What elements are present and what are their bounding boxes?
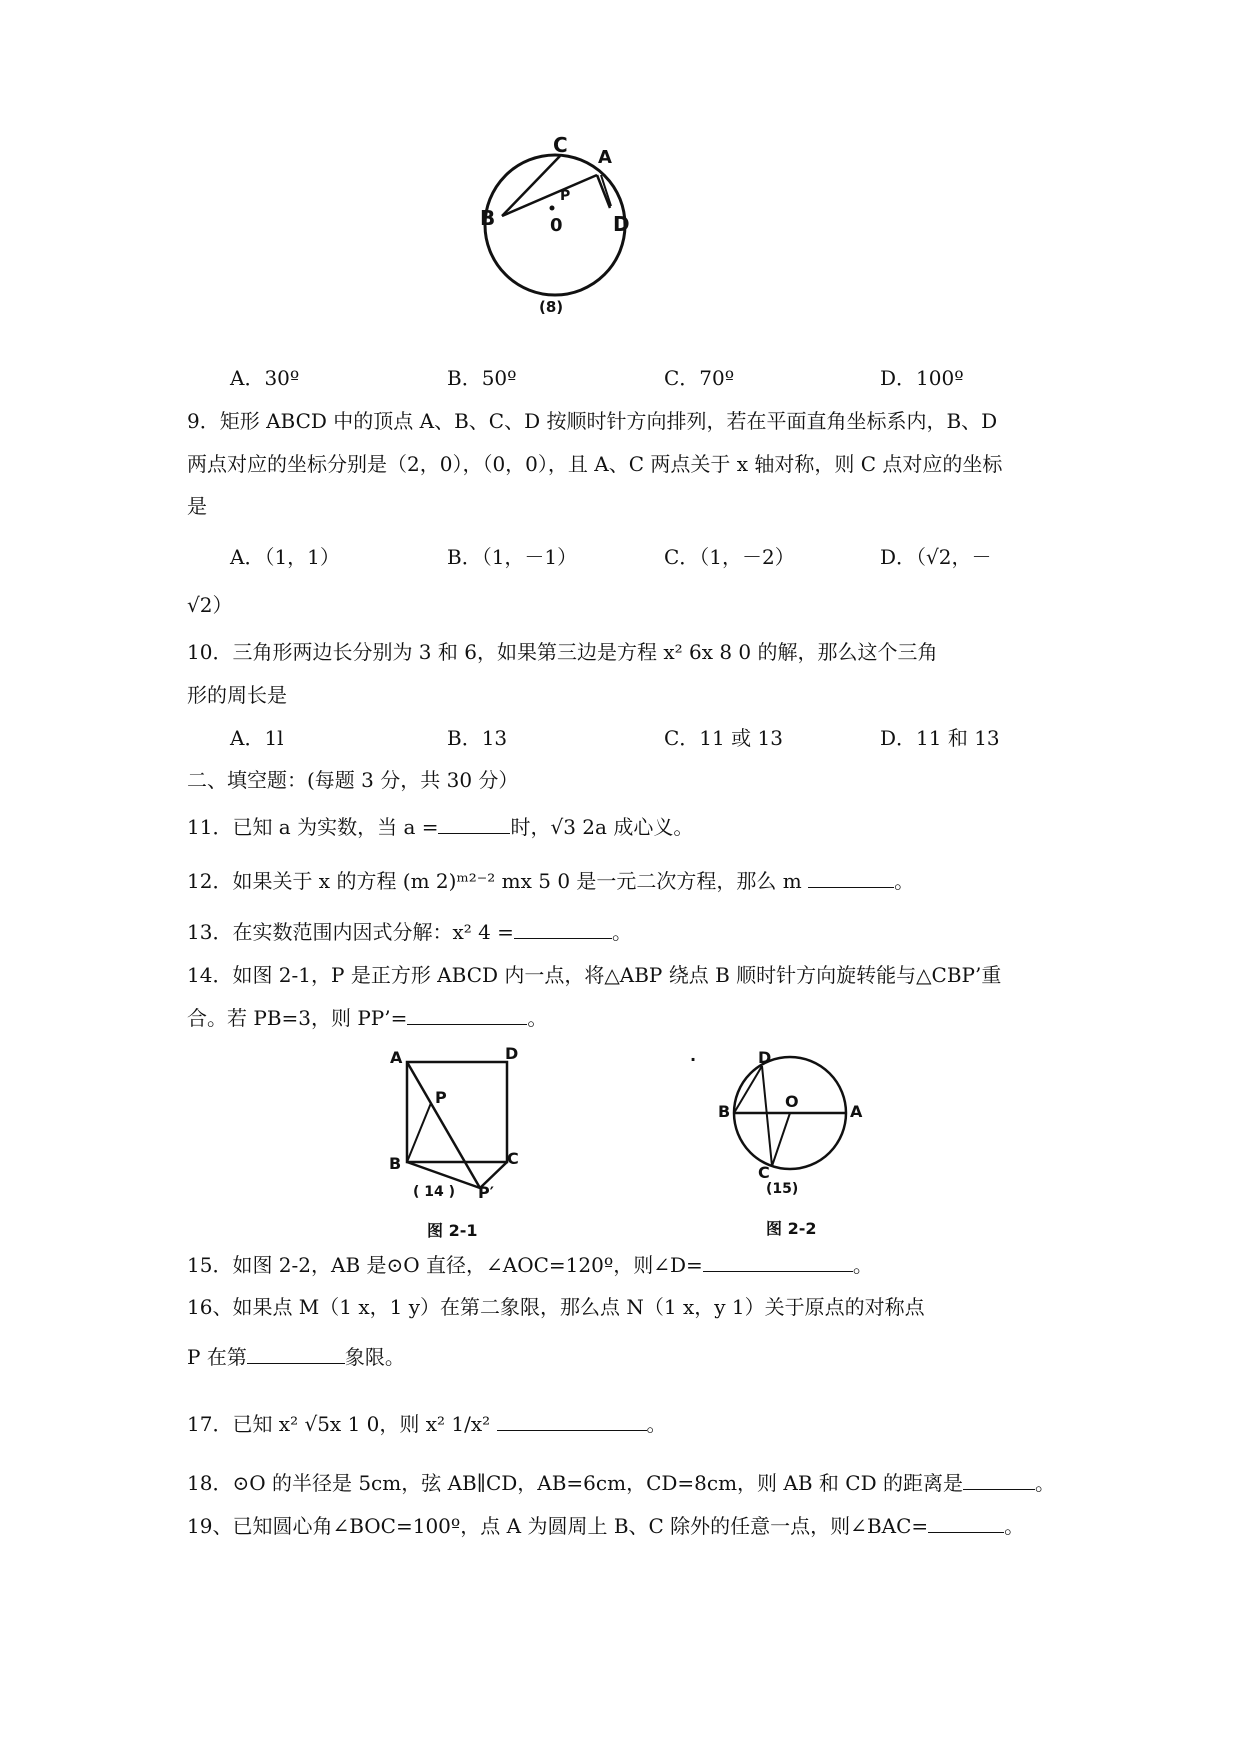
q13 <box>187 918 632 946</box>
q18-text-pre: 18．⊙O 的半径是 5cm，弦 AB∥CD，AB=6cm，CD=8cm，则 AB 和 CD 的距离是 <box>187 1471 963 1495</box>
fig8-label-b: B <box>480 206 496 230</box>
fig8-label-d: D <box>613 212 630 236</box>
fig8-label-a: A <box>598 147 612 168</box>
q12-text: 12．如果关于 x 的方程 (m 2)ᵐ²⁻² mx 5 0 是一元二次方程，那么 m <box>187 869 802 893</box>
q17-text-post: 。 <box>646 1412 667 1436</box>
q9-option-a: A．（1，1） <box>230 545 340 569</box>
fig15-label-a: A <box>850 1102 863 1121</box>
q13-text-post: 。 <box>611 920 632 944</box>
q15-blank <box>703 1251 853 1272</box>
q14-text-pre: 合。若 PB=3，则 PP’= <box>187 1006 408 1030</box>
q10-line-2: 形的周长是 <box>187 683 287 707</box>
fig14-caption: ( 14 ) <box>413 1184 456 1200</box>
q19 <box>187 1512 1024 1540</box>
q16-line-1: 16、如果点 M（1 x，1 y）在第二象限，那么点 N（1 x，y 1）关于原点的对称点 <box>187 1295 925 1319</box>
q8-option-b: B．50º <box>447 366 517 390</box>
q18-text-post: 。 <box>1034 1471 1055 1495</box>
q11-blank <box>438 813 510 834</box>
q19-text-pre: 19、已知圆心角∠BOC=100º，点 A 为圆周上 B、C 除外的任意一点，则∠BAC= <box>187 1514 929 1538</box>
q19-text-post: 。 <box>1004 1514 1025 1538</box>
q14-blank <box>407 1004 527 1025</box>
q9-option-b: B．（1，－1） <box>447 545 578 569</box>
q17 <box>187 1410 667 1438</box>
q14-text-post: 。 <box>527 1006 548 1030</box>
fig15-title: 图 2-2 <box>766 1219 817 1238</box>
q16-line-2 <box>187 1343 405 1371</box>
fig15-label-o: O <box>785 1092 799 1111</box>
q12-blank <box>808 867 894 888</box>
q9-line-2: 两点对应的坐标分别是（2，0），（0，0），且 A、C 两点关于 x 轴对称，则 C 点对应的坐标 <box>187 452 1003 476</box>
q15 <box>187 1251 873 1279</box>
q9-option-d-continued: √2） <box>187 593 233 617</box>
fig14-label-d: D <box>505 1044 519 1063</box>
fig14-label-b: B <box>389 1154 402 1173</box>
fig8-caption: (8) <box>539 298 564 316</box>
figure-2-2 <box>690 1048 870 1238</box>
q15-text-post: 。 <box>852 1253 873 1277</box>
fig15-label-d: D <box>758 1048 772 1067</box>
fig8-label-p: P <box>560 188 571 204</box>
figure-2-1 <box>385 1044 535 1240</box>
q11 <box>187 813 693 841</box>
fig14-label-c: C <box>507 1149 519 1168</box>
q13-text-pre: 13．在实数范围内因式分解：x² 4 = <box>187 920 514 944</box>
fig14-label-p: P <box>435 1088 447 1107</box>
q12 <box>187 867 914 895</box>
q15-text-pre: 15．如图 2-2，AB 是⊙O 直径，∠AOC=120º，则∠D= <box>187 1253 703 1277</box>
q14-line-1: 14．如图 2-1，P 是正方形 ABCD 内一点，将△ABP 绕点 B 顺时针方向旋转能与△CBP’重 <box>187 963 1002 987</box>
q13-blank <box>514 918 612 939</box>
figure-8 <box>470 130 640 330</box>
q18 <box>187 1469 1055 1497</box>
q8-option-a: A．30º <box>230 366 300 390</box>
fig15-label-b: B <box>718 1102 731 1121</box>
fig8-label-o: 0 <box>550 215 563 236</box>
section-2-heading: 二、填空题：(每题 3 分，共 30 分） <box>187 768 519 792</box>
fig14-label-a: A <box>390 1048 403 1067</box>
fig15-dot: . <box>690 1046 697 1065</box>
q17-text-pre: 17．已知 x² √5x 1 0，则 x² 1/x² <box>187 1412 497 1436</box>
q10-line-1: 10．三角形两边长分别为 3 和 6，如果第三边是方程 x² 6x 8 0 的解，那么这个三角 <box>187 640 938 664</box>
q9-option-d: D．（√2，－ <box>880 545 992 569</box>
q18-blank <box>963 1469 1035 1490</box>
fig14-label-p-prime: P′ <box>478 1183 494 1202</box>
q9-option-c: C．（1，－2） <box>664 545 795 569</box>
q10-option-c: C．11 或 13 <box>664 726 783 750</box>
fig15-caption: (15) <box>766 1181 799 1197</box>
q9-line-1: 9．矩形 ABCD 中的顶点 A、B、C、D 按顺时针方向排列，若在平面直角坐标系内，B、D <box>187 409 998 433</box>
figure-2-1-diagram <box>385 1048 535 1198</box>
q10-option-b: B．13 <box>447 726 508 750</box>
fig8-label-c: C <box>553 133 568 157</box>
figure-2-2-diagram <box>690 1048 870 1178</box>
q8-option-d: D．100º <box>880 366 964 390</box>
q16-text-post: 象限。 <box>344 1345 405 1369</box>
q14-line-2 <box>187 1004 547 1032</box>
fig14-title: 图 2-1 <box>427 1221 478 1240</box>
q12-text-post: 。 <box>894 869 915 893</box>
q16-text-pre: P 在第 <box>187 1345 247 1369</box>
q10-option-a: A．1l <box>230 726 284 750</box>
fig15-label-c: C <box>758 1163 770 1182</box>
q19-blank <box>928 1512 1004 1533</box>
q11-text-pre: 11．已知 a 为实数，当 a = <box>187 815 439 839</box>
q10-option-d: D．11 和 13 <box>880 726 1000 750</box>
q17-blank <box>497 1410 647 1431</box>
q11-text-post: 时，√3 2a 成心义。 <box>510 815 694 839</box>
q8-option-c: C．70º <box>664 366 735 390</box>
q9-line-3: 是 <box>187 494 207 518</box>
q16-blank <box>247 1343 345 1364</box>
